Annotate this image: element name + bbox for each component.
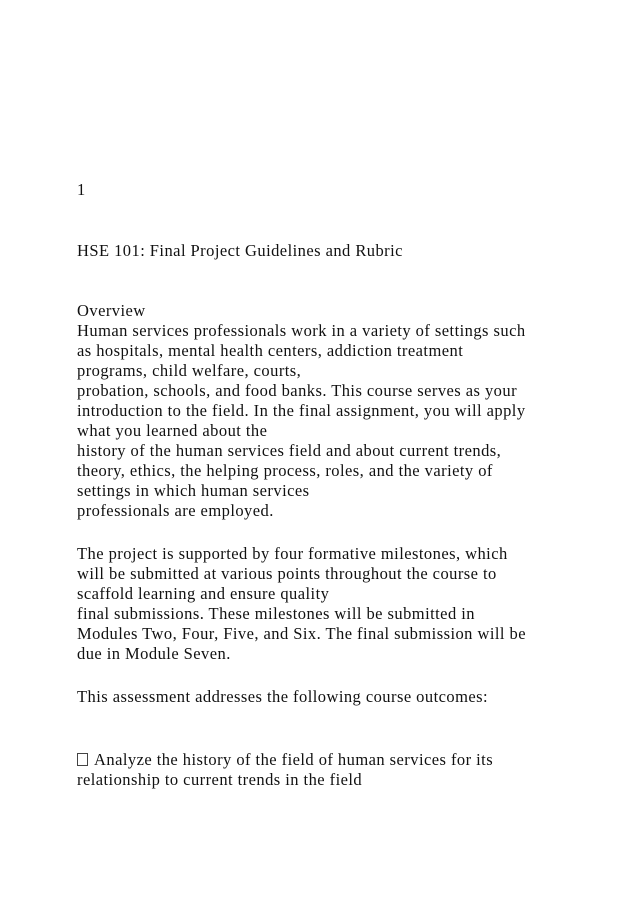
page-number: 1 bbox=[77, 180, 86, 199]
missing-glyph-icon bbox=[77, 753, 88, 766]
overview-line: professionals are employed. bbox=[77, 501, 274, 520]
outcome-item bbox=[77, 750, 493, 770]
overview-line: what you learned about the bbox=[77, 421, 268, 440]
overview-line: Human services professionals work in a variety of settings such bbox=[77, 321, 526, 340]
overview-heading: Overview bbox=[77, 301, 146, 320]
milestones-line: scaffold learning and ensure quality bbox=[77, 584, 330, 603]
milestones-line: The project is supported by four formative milestones, which bbox=[77, 544, 508, 563]
outcome-item-continued: relationship to current trends in the field bbox=[77, 770, 363, 789]
milestones-line: final submissions. These milestones will be submitted in bbox=[77, 604, 475, 623]
overview-line: probation, schools, and food banks. This course serves as your bbox=[77, 381, 518, 400]
overview-line: settings in which human services bbox=[77, 481, 310, 500]
overview-line: programs, child welfare, courts, bbox=[77, 361, 302, 380]
outcome-text: Analyze the history of the field of human services for its bbox=[94, 750, 494, 769]
overview-line: theory, ethics, the helping process, roles, and the variety of bbox=[77, 461, 493, 480]
milestones-line: due in Module Seven. bbox=[77, 644, 231, 663]
page-title: HSE 101: Final Project Guidelines and Rubric bbox=[77, 241, 403, 260]
overview-line: as hospitals, mental health centers, addiction treatment bbox=[77, 341, 464, 360]
milestones-line: Modules Two, Four, Five, and Six. The final submission will be bbox=[77, 624, 526, 643]
milestones-line: will be submitted at various points throughout the course to bbox=[77, 564, 497, 583]
outcomes-intro: This assessment addresses the following course outcomes: bbox=[77, 687, 489, 706]
overview-line: introduction to the field. In the final assignment, you will apply bbox=[77, 401, 526, 420]
overview-line: history of the human services field and about current trends, bbox=[77, 441, 502, 460]
